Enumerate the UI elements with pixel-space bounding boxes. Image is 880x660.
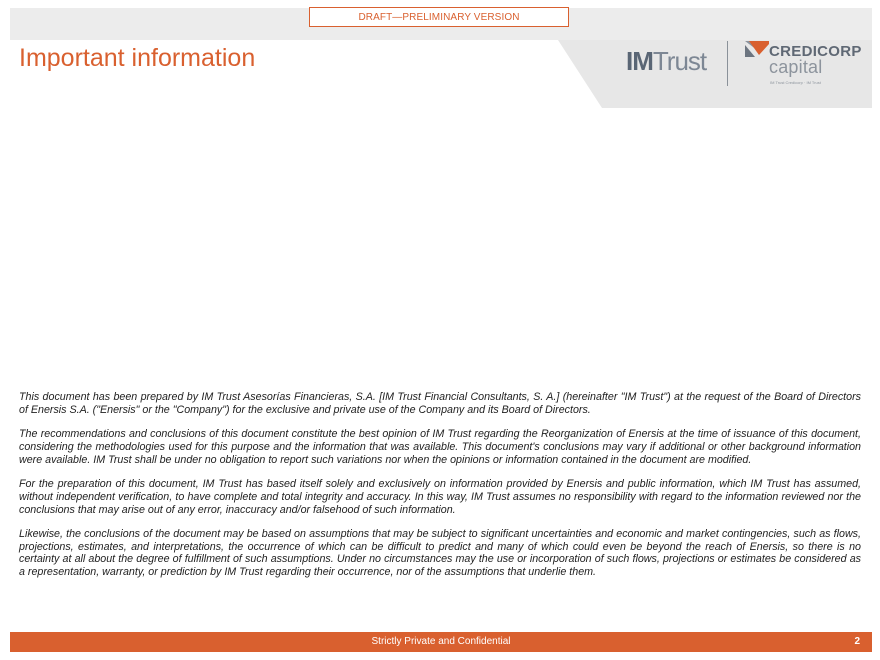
imtrust-logo-bold: IM	[626, 46, 653, 76]
paragraph-2: The recommendations and conclusions of this document constitute the best opinion of IM Trust regarding the Reorganization of Enersis at the time of issuance of this document, considering the methodologies used for this purpose and the information that was available. This document's conclusions may vary if additional or other background information were available. IM Trust shall be under no obligation to report such variations nor when the opinions or information contained in the document are modified.	[19, 428, 861, 466]
footer-label: Strictly Private and Confidential	[371, 636, 511, 647]
footer-bar	[10, 632, 872, 652]
imtrust-logo	[626, 46, 706, 76]
logo-divider	[727, 41, 728, 86]
imtrust-logo-regular: Trust	[652, 46, 707, 76]
draft-label: DRAFT—PRELIMINARY VERSION	[309, 7, 569, 27]
paragraph-4: Likewise, the conclusions of the document may be based on assumptions that may be subject to significant uncertainties and economic and market contingencies, such as flows, projections, estimates, and interpretations, the occurrence of which can be difficult to predict and many of which could even be beyond the reach of Enersis, so there is no certainty at all about the degree of fulfillment of such assumptions. Under no circumstances may the use or incorporation of such flows, projections or estimates be considered as a representation, warranty, or prediction by IM Trust regarding their occurrence, nor of the assumptions that underlie them.	[19, 527, 861, 579]
paragraph-3: For the preparation of this document, IM Trust has based itself solely and exclusively on information provided by Enersis and public information, which IM Trust has assumed, without independent verification, to have complete and total integrity and accuracy. In this way, IM Trust assumes no responsibility with regard to the information reviewed nor the conclusions that may arise out of any error, inaccuracy and/or falsehood of such information.	[19, 477, 861, 516]
credicorp-logo-sub: capital	[769, 57, 823, 77]
paragraph-1: This document has been prepared by IM Trust Asesorías Financieras, S.A. [IM Trust Financial Consultants, S. A.] (hereinafter "IM Trust") at the request of the Board of Directors of Enersis S.A. ("Enersis" or the "Company") for the exclusive and private use of the Company and its Board of Directors.	[19, 391, 861, 416]
credicorp-logo-name: CREDICORP	[769, 43, 862, 60]
credicorp-logo-mark-icon	[745, 41, 769, 59]
credicorp-logo-tag: IM Trust Credicorp · IM Trust	[770, 80, 821, 85]
disclaimer-text	[19, 391, 861, 591]
page-number: 2	[854, 636, 860, 647]
page-title: Important information	[19, 44, 256, 72]
